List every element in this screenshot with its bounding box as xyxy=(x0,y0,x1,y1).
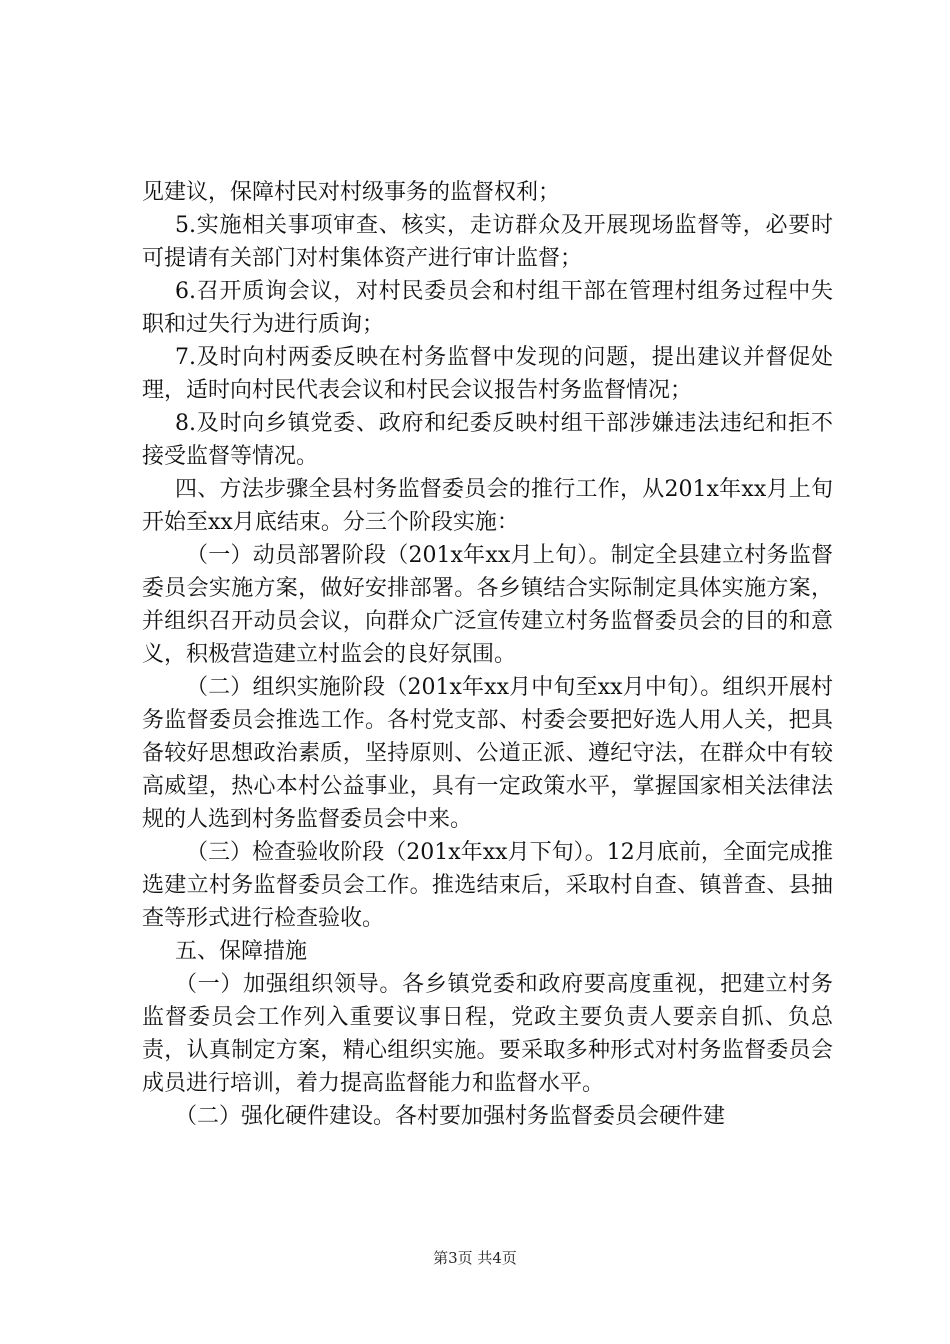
paragraph-item-5: 5.实施相关事项审查、核实，走访群众及开展现场监督等，必要时可提请有关部门对村集体资产进行审计监督； xyxy=(142,213,833,271)
paragraph-stage-1: （一）动员部署阶段（201x年xx月上旬）。制定全县建立村务监督委员会实施方案，做好安排部署。各乡镇结合实际制定具体实施方案，并组织召开动员会议，向群众广泛宣传建立村务监督委员会的目的和意义，积极营造建立村监会的良好氛围。 xyxy=(142,543,833,667)
paragraph-stage-2: （二）组织实施阶段（201x年xx月中旬至xx月中旬）。组织开展村务监督委员会推选工作。各村党支部、村委会要把好选人用人关，把具备较好思想政治素质，坚持原则、公道正派、遵纪守法，在群众中有较高威望，热心本村公益事业，具有一定政策水平，掌握国家相关法律法规的人选到村务监督委员会中来。 xyxy=(142,675,833,832)
paragraph-safeguard-2: （二）强化硬件建设。各村要加强村务监督委员会硬件建 xyxy=(175,1104,726,1129)
paragraph-safeguard-1: （一）加强组织领导。各乡镇党委和政府要高度重视，把建立村务监督委员会工作列入重要议事日程，党政主要负责人要亲自抓、负总责，认真制定方案，精心组织实施。要采取多种形式对村务监督委员会成员进行培训，着力提高监督能力和监督水平。 xyxy=(142,972,833,1096)
document-body xyxy=(142,176,833,1133)
paragraph-item-8: 8.及时向乡镇党委、政府和纪委反映村组干部涉嫌违法违纪和拒不接受监督等情况。 xyxy=(142,411,833,469)
paragraph-stage-3: （三）检查验收阶段（201x年xx月下旬）。12月底前，全面完成推选建立村务监督委员会工作。推选结束后，采取村自查、镇普查、县抽查等形式进行检查验收。 xyxy=(142,840,833,931)
paragraph-item-6: 6.召开质询会议，对村民委员会和村组干部在管理村组务过程中失职和过失行为进行质询； xyxy=(142,279,833,337)
paragraph-item-7: 7.及时向村两委反映在村务监督中发现的问题，提出建议并督促处理，适时向村民代表会议和村民会议报告村务监督情况； xyxy=(142,345,833,403)
section-heading-methods: 四、方法步骤全县村务监督委员会的推行工作，从201x年xx月上旬开始至xx月底结束。分三个阶段实施： xyxy=(142,477,833,535)
paragraph-continuation: 见建议，保障村民对村级事务的监督权利； xyxy=(142,180,561,205)
page-number-footer: 第3页 共4页 xyxy=(433,1249,517,1267)
section-heading-safeguards: 五、保障措施 xyxy=(175,939,308,964)
